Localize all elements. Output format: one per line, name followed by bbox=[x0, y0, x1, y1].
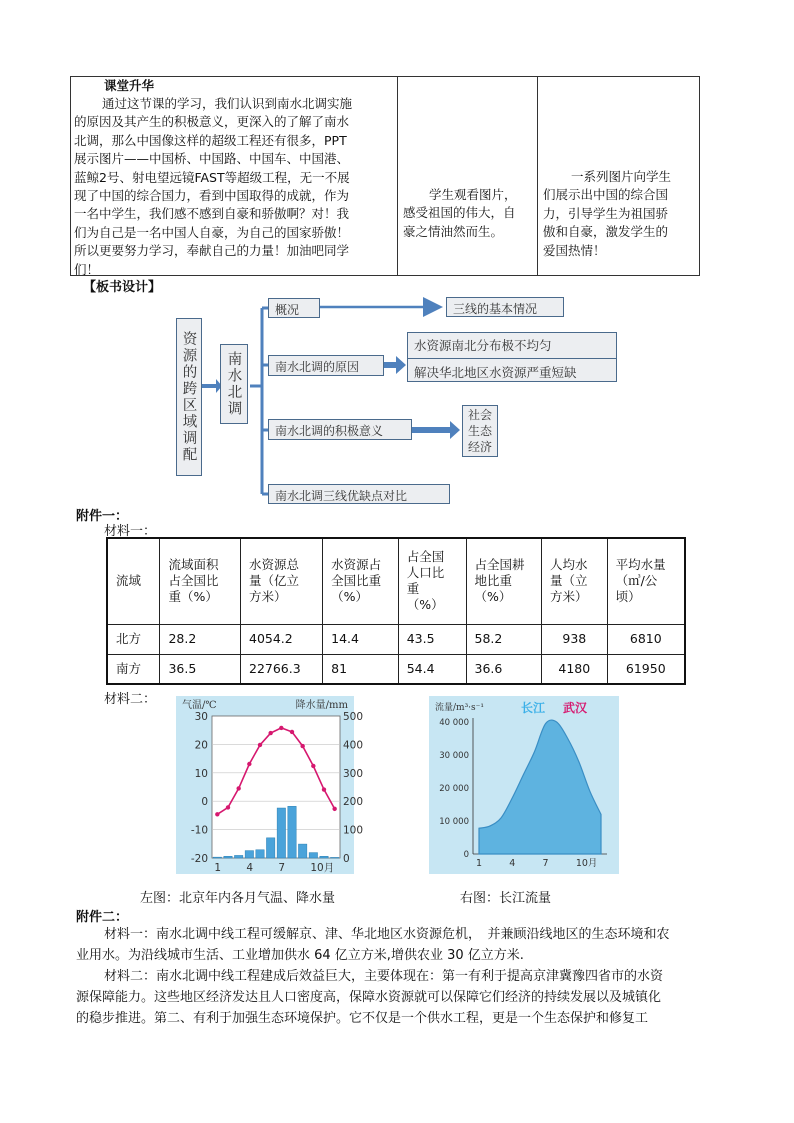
lesson-teacher-text bbox=[74, 95, 396, 279]
attachment2-line-1: 材料一：南水北调中线工程可缓解京、津、华北地区水资源危机， 并兼顾沿线地区的生态环境和农 bbox=[104, 927, 670, 942]
precip-bar bbox=[245, 851, 253, 858]
lesson-student-text bbox=[403, 186, 537, 241]
table-cell: 36.5 bbox=[160, 654, 241, 684]
table-cell: 4054.2 bbox=[241, 624, 323, 654]
table-header-cell: 占全国 人口比 重 （%） bbox=[398, 538, 466, 624]
precip-bar bbox=[277, 808, 285, 858]
table-header-cell: 水资源占 全国比重 （%） bbox=[323, 538, 399, 624]
board-branch1: 概况 bbox=[268, 298, 320, 318]
table-row bbox=[107, 624, 685, 654]
board-branch2-targets bbox=[407, 332, 617, 382]
y-left-tick: 0 bbox=[201, 796, 208, 809]
table-cell: 938 bbox=[542, 624, 608, 654]
table-header-cell: 占全国耕 地比重 （%） bbox=[466, 538, 542, 624]
caption-right: 右图：长江流量 bbox=[460, 891, 552, 906]
chart-subtitle: 武汉 bbox=[563, 701, 588, 715]
temperature-point bbox=[322, 787, 326, 791]
table-cell: 22766.3 bbox=[241, 654, 323, 684]
lesson-col-student bbox=[398, 77, 538, 275]
lesson-heading: 课堂升华 bbox=[104, 78, 155, 93]
precip-bar bbox=[266, 838, 274, 858]
table-header-row bbox=[107, 538, 685, 624]
board-branch1-target: 三线的基本情况 bbox=[446, 297, 564, 317]
board-branch3: 南水北调的积极意义 bbox=[268, 419, 412, 440]
y-label: 流量/m³·s⁻¹ bbox=[435, 703, 485, 713]
lesson-student-line: 学生观看图片， bbox=[429, 187, 517, 202]
y-tick: 40 000 bbox=[439, 718, 469, 728]
table-header-cell: 人均水 量（立 方米） bbox=[542, 538, 608, 624]
water-resources-table bbox=[106, 537, 686, 685]
yangtze-flow-chart bbox=[429, 696, 619, 874]
attachment2-line-4: 源保障能力。这些地区经济发达且人口密度高，保障水资源就可以保障它们经济的持续发展以及城镇化 bbox=[76, 990, 662, 1005]
temperature-point bbox=[279, 726, 283, 730]
arrow-branch2 bbox=[384, 356, 406, 374]
board-branch4: 南水北调三线优缺点对比 bbox=[268, 484, 450, 504]
x-tick: 1 bbox=[476, 858, 483, 869]
y-right-label: 降水量/mm bbox=[295, 700, 348, 711]
material2-label: 材料二： bbox=[104, 692, 157, 707]
lesson-purpose-line: 傲和自豪，激发学生的 bbox=[543, 224, 669, 240]
table-cell: 81 bbox=[323, 654, 399, 684]
board-center: 南水北调 bbox=[220, 344, 248, 424]
temperature-point bbox=[332, 807, 336, 811]
table-cell: 54.4 bbox=[398, 654, 466, 684]
board-branch3-target-1: 社会 bbox=[468, 408, 493, 422]
attachment2-line-3: 材料二：南水北调中线工程建成后效益巨大，主要体现在：第一有利于提高京津冀豫四省市的水资 bbox=[104, 969, 664, 984]
temperature-point bbox=[226, 805, 230, 809]
y-right-tick: 400 bbox=[343, 739, 364, 752]
y-left-tick: -20 bbox=[190, 853, 208, 865]
x-tick: 1 bbox=[214, 862, 222, 874]
y-right-tick: 200 bbox=[343, 796, 364, 809]
table-header-cell: 流域 bbox=[107, 538, 160, 624]
board-branch3-target-3: 经济 bbox=[468, 440, 493, 454]
x-tick: 7 bbox=[278, 862, 286, 874]
table-header-cell: 平均水量 （㎥/公 顷） bbox=[607, 538, 685, 624]
lesson-teacher-line: 蓝鲸2号、射电望远镜FAST等超级工程，无一不展 bbox=[74, 169, 350, 185]
table-cell: 4180 bbox=[542, 654, 608, 684]
lesson-teacher-line: 现了中国的综合国力，看到中国取得的成就，作为 bbox=[74, 188, 350, 204]
lesson-student-line: 豪之情油然而生。 bbox=[403, 223, 504, 239]
table-cell: 6810 bbox=[607, 624, 685, 654]
caption-left: 左图：北京年内各月气温、降水量 bbox=[140, 891, 336, 906]
precip-bar bbox=[298, 844, 306, 858]
arrow-root-center bbox=[202, 379, 222, 393]
x-tick: 4 bbox=[509, 858, 516, 869]
precip-bar bbox=[256, 850, 264, 858]
temperature-point bbox=[258, 743, 262, 747]
y-right-tick: 300 bbox=[343, 767, 364, 780]
attachment2-line-2: 业用水。为沿线城市生活、工业增加供水 64 亿立方米,增供农业 30 亿立方米. bbox=[76, 948, 524, 963]
board-label: 【板书设计】 bbox=[83, 280, 162, 295]
temperature-point bbox=[268, 731, 272, 735]
material1-label: 材料一： bbox=[104, 524, 157, 539]
chart-title: 长江 bbox=[521, 701, 546, 715]
temperature-point bbox=[236, 786, 240, 790]
y-left-tick: -10 bbox=[190, 824, 208, 837]
attachment2-label: 附件二： bbox=[76, 910, 129, 925]
lesson-purpose-line: 力，引导学生为祖国骄 bbox=[543, 205, 669, 221]
board-branch2-target-2: 解决华北地区水资源严重短缺 bbox=[414, 365, 577, 380]
precip-bar bbox=[213, 857, 221, 858]
table-row bbox=[107, 654, 685, 684]
precip-bar bbox=[234, 855, 242, 858]
plot-area bbox=[212, 716, 340, 858]
lesson-purpose-line: 一系列图片向学生 bbox=[571, 169, 672, 184]
lesson-teacher-line: 展示图片——中国桥、中国路、中国车、中国港、 bbox=[74, 151, 350, 167]
beijing-climate-chart bbox=[176, 696, 364, 874]
table-cell: 南方 bbox=[107, 654, 160, 684]
temperature-point bbox=[290, 730, 294, 734]
board-root: 资源的跨区域调配 bbox=[176, 318, 202, 476]
table-cell: 北方 bbox=[107, 624, 160, 654]
precip-bar bbox=[320, 856, 328, 858]
board-branch2: 南水北调的原因 bbox=[268, 355, 384, 376]
board-branch2-target-1: 水资源南北分布极不均匀 bbox=[414, 338, 552, 353]
attachment2-line-5: 的稳步推进。第二、有利于加强生态环境保护。它不仅是一个供水工程，更是一个生态保护和修复工 bbox=[76, 1011, 649, 1026]
table-cell: 36.6 bbox=[466, 654, 542, 684]
table-cell: 14.4 bbox=[323, 624, 399, 654]
table-header-cell: 水资源总 量（亿立 方米） bbox=[241, 538, 323, 624]
lesson-teacher-line: 一名中学生，我们感不感到自豪和骄傲啊？对！我 bbox=[74, 206, 350, 222]
temperature-point bbox=[300, 744, 304, 748]
x-tick: 7 bbox=[542, 858, 549, 869]
x-tick: 10月 bbox=[310, 862, 335, 874]
y-tick: 20 000 bbox=[439, 784, 469, 794]
y-right-tick: 100 bbox=[343, 824, 364, 837]
table-cell: 61950 bbox=[607, 654, 685, 684]
board-branch3-targets bbox=[462, 405, 498, 457]
x-tick: 10月 bbox=[575, 858, 598, 869]
table-cell: 43.5 bbox=[398, 624, 466, 654]
lesson-student-line: 感受祖国的伟大，自 bbox=[403, 205, 516, 221]
y-tick: 10 000 bbox=[439, 817, 469, 827]
board-branch3-target-2: 生态 bbox=[468, 424, 493, 438]
precip-bar bbox=[288, 806, 296, 858]
temperature-point bbox=[215, 812, 219, 816]
lesson-teacher-line: 通过这节课的学习，我们认识到南水北调实施 bbox=[102, 96, 353, 111]
y-tick: 0 bbox=[463, 850, 469, 860]
table-cell: 28.2 bbox=[160, 624, 241, 654]
y-right-tick: 0 bbox=[343, 853, 350, 865]
lesson-purpose-text bbox=[543, 168, 697, 260]
attachment1-label: 附件一： bbox=[76, 509, 129, 524]
lesson-teacher-line: 所以更要努力学习，奉献自己的力量！加油吧同学 bbox=[74, 243, 350, 259]
lesson-purpose-line: 爱国热情！ bbox=[543, 242, 606, 258]
lesson-teacher-line: 北调，那么中国像这样的超级工程还有很多，PPT bbox=[74, 132, 347, 148]
x-tick: 4 bbox=[246, 862, 254, 874]
precip-bar bbox=[309, 853, 317, 858]
temperature-point bbox=[311, 764, 315, 768]
lesson-teacher-line: 的原因及其产生的积极意义，更深入的了解了南水 bbox=[74, 114, 350, 130]
y-left-tick: 30 bbox=[194, 711, 208, 723]
lesson-teacher-line: 们为自己是一名中国人自豪，为自己的国家骄傲！ bbox=[74, 224, 350, 240]
table-cell: 58.2 bbox=[466, 624, 542, 654]
temperature-point bbox=[247, 762, 251, 766]
lesson-teacher-line: 们！ bbox=[74, 261, 100, 277]
table-header-cell: 流域面积 占全国比 重（%） bbox=[160, 538, 241, 624]
precip-bar bbox=[330, 857, 338, 858]
precip-bar bbox=[224, 856, 232, 858]
y-left-tick: 20 bbox=[194, 739, 208, 752]
y-right-tick: 500 bbox=[343, 711, 364, 723]
y-left-label: 气温/℃ bbox=[182, 700, 217, 711]
y-tick: 30 000 bbox=[439, 751, 469, 761]
y-left-tick: 10 bbox=[194, 767, 208, 780]
arrow-branch3 bbox=[412, 421, 460, 439]
lesson-purpose-line: 们展示出中国的综合国 bbox=[543, 187, 669, 203]
